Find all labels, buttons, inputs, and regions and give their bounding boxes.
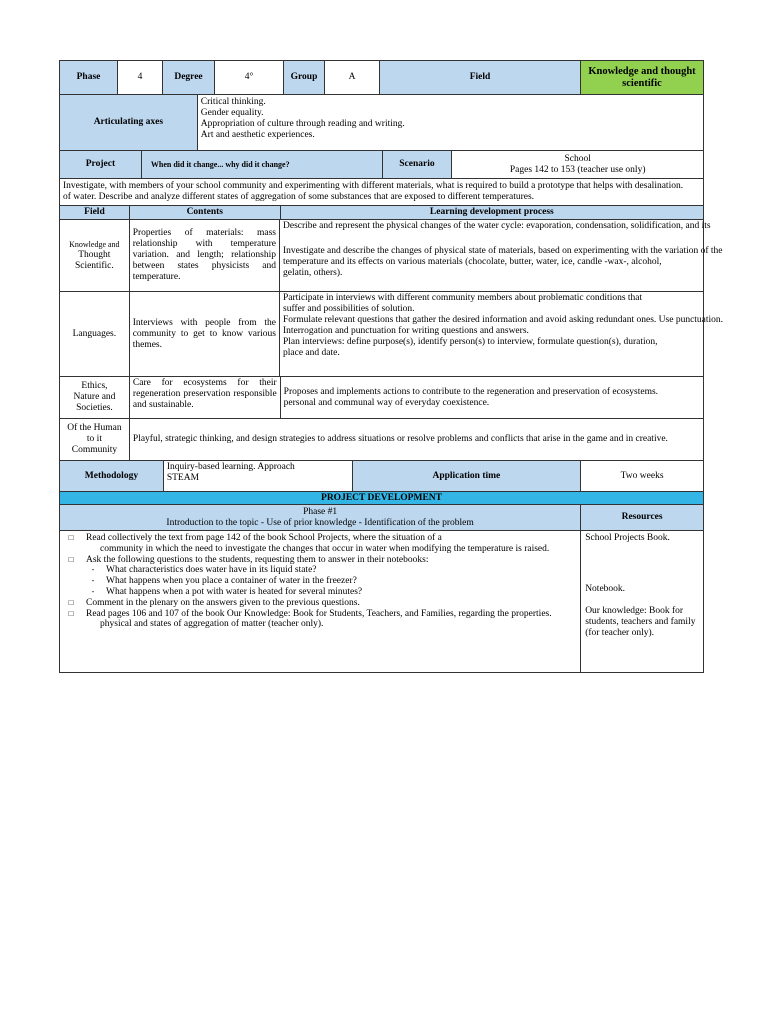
content-cell: Care for ecosystems for their regeneration preservation responsible and sustainable. — [130, 377, 281, 419]
project-development-banner-row — [59, 492, 704, 505]
process-line: personal and communal way of everyday coexistence. — [283, 397, 490, 408]
planning-sheet — [59, 60, 724, 673]
process-cell — [280, 292, 724, 377]
process-line: Participate in interviews with different community members about problematic conditions that — [283, 293, 643, 303]
process-line: temperature and its effects on various materials (chocolate, butter, water, ice, candle -wax-, alcohol, — [283, 257, 662, 267]
activity-item — [64, 565, 576, 576]
articulating-list — [198, 95, 704, 151]
degree-label: Degree — [163, 60, 215, 95]
description-line1: Investigate, with members of your school community and experimenting with different materials, what is required to build a prototype that helps with desalination. — [63, 181, 684, 191]
dash-bullet-icon: - — [91, 586, 95, 596]
content-cell: Properties of materials: mass relationship with temperature variation. and length; relationship between states physicists and temperature. — [130, 220, 280, 292]
header-row — [59, 60, 704, 95]
articulating-item: Appropriation of culture through reading and writing. — [200, 119, 405, 129]
phase-title-cell — [60, 505, 581, 531]
activity-item — [64, 609, 576, 620]
scenario-line2: Pages 142 to 153 (teacher use only) — [509, 164, 646, 175]
activity-item — [64, 587, 576, 598]
resources-cell — [581, 531, 704, 673]
activity-item — [64, 598, 576, 609]
group-value: A — [325, 60, 380, 95]
articulating-label: Articulating axes — [60, 95, 198, 151]
phase-value: 4 — [118, 60, 163, 95]
phase-subtitle: Introduction to the topic - Use of prior knowledge - Identification of the problem — [166, 517, 474, 528]
project-development-banner: PROJECT DEVELOPMENT — [60, 492, 704, 505]
field-cell — [60, 377, 130, 419]
table-row — [59, 377, 704, 419]
activity-text: physical and states of aggregation of matter (teacher only). — [100, 619, 324, 630]
project-label: Project — [60, 151, 142, 179]
activity-item — [64, 576, 576, 587]
process-line: Proposes and implements actions to contribute to the regeneration and preservation of ecosystems. — [283, 386, 659, 397]
dash-bullet-icon: - — [91, 565, 95, 575]
field-cell — [60, 419, 130, 461]
table-header-row — [59, 206, 704, 220]
checkbox-bullet-icon: □ — [68, 608, 74, 618]
process-line: gelatin, others). — [283, 268, 343, 278]
application-time-value: Two weeks — [581, 461, 704, 492]
activity-text: What happens when you place a container of water in the freezer? — [106, 576, 357, 587]
methodology-line1: Inquiry-based learning. Approach — [166, 462, 295, 472]
field-line: Nature and — [73, 392, 116, 402]
process-line: place and date. — [283, 348, 340, 358]
field-cell: Languages. — [60, 292, 130, 377]
scenario-line1: School — [564, 153, 591, 164]
table-row — [59, 292, 724, 377]
table-row — [59, 419, 704, 461]
activity-item — [64, 555, 576, 566]
checkbox-bullet-icon: □ — [68, 554, 74, 564]
process-line: Investigate and describe the changes of physical state of materials, based on experimenting with the variation of the — [283, 246, 723, 256]
field-line: Scientific. — [74, 261, 114, 271]
project-description — [60, 179, 704, 206]
field-cell — [60, 220, 130, 292]
articulating-item: Critical thinking. — [200, 97, 266, 107]
field-line: to it — [86, 434, 102, 444]
process-line: Describe and represent the physical changes of the water cycle: evaporation, condensation, solidification, and its — [283, 221, 711, 231]
methodology-line2: STEAM — [166, 473, 200, 483]
field-value-line2: scientific — [622, 77, 662, 89]
group-label: Group — [284, 60, 325, 95]
field-value — [581, 60, 704, 95]
articulating-row — [59, 95, 704, 151]
activity-text: Comment in the plenary on the answers given to the previous questions. — [86, 597, 360, 608]
activities-row — [59, 531, 704, 673]
resource-notebook: Notebook. — [585, 584, 626, 594]
field-line: Societies. — [76, 403, 113, 413]
phase-label: Phase — [60, 60, 118, 95]
dash-bullet-icon: - — [91, 576, 95, 586]
resource-knowledge-line2: students, teachers and family — [585, 617, 696, 627]
activity-item — [64, 619, 576, 630]
process-line: Plan interviews: define purpose(s), identify person(s) to interview, formulate question(s), duration, — [283, 337, 658, 347]
process-cell — [280, 220, 723, 292]
field-line: Of the Human — [67, 423, 122, 433]
content-cell: Playful, strategic thinking, and design strategies to address situations or resolve problems and conflicts that arise in the game and in creative. — [130, 419, 704, 461]
process-line: Interrogation and punctuation for writing questions and answers. — [283, 326, 529, 336]
project-title: When did it change... why did it change? — [142, 151, 383, 179]
activity-text: Read collectively the text from page 142 of the book School Projects, where the situation of a — [86, 533, 442, 543]
methodology-value — [164, 461, 353, 492]
scenario-label: Scenario — [383, 151, 453, 179]
phase-title: Phase #1 — [303, 506, 338, 517]
degree-value: 4° — [215, 60, 284, 95]
articulating-item: Art and aesthetic experiences. — [200, 130, 315, 140]
process-line: suffer and possibilities of solution. — [283, 304, 415, 314]
resources-label: Resources — [581, 505, 704, 531]
phase-header-row — [59, 505, 704, 531]
process-line: Formulate relevant questions that gather the desired information and avoid asking redundant ones. Use punctuation. — [283, 315, 724, 325]
field-line: Ethics, — [81, 381, 108, 391]
field-label: Field — [380, 60, 581, 95]
activity-text: Ask the following questions to the students, requesting them to answer in their notebooks: — [86, 554, 429, 565]
activity-text: What happens when a pot with water is heated for several minutes? — [106, 586, 363, 597]
content-cell: Interviews with people from the community to get to know various themes. — [130, 292, 280, 377]
checkbox-bullet-icon: □ — [68, 533, 74, 542]
activity-text: Read pages 106 and 107 of the book Our Knowledge: Book for Students, Teachers, and Families, regarding the properties. — [86, 608, 552, 619]
resource-knowledge-line3: (for teacher only). — [585, 628, 655, 638]
description-line2: of water. Describe and analyze different states of aggregation of some substances that are exposed to different temperatures. — [63, 192, 535, 202]
articulating-item: Gender equality. — [200, 108, 264, 118]
resource-book: School Projects Book. — [585, 533, 670, 543]
process-cell — [281, 377, 704, 419]
activities-list — [60, 531, 581, 673]
methodology-row — [59, 461, 704, 492]
field-line: Knowledge and — [69, 240, 120, 249]
resource-knowledge-line1: Our knowledge: Book for — [585, 606, 684, 616]
description-row — [59, 179, 704, 206]
application-time-label: Application time — [353, 461, 582, 492]
activity-text: What characteristics does water have in its liquid state? — [106, 565, 317, 576]
checkbox-bullet-icon: □ — [68, 597, 74, 607]
project-row — [59, 151, 704, 179]
activity-item — [64, 544, 576, 555]
methodology-label: Methodology — [60, 461, 164, 492]
col-contents-header: Contents — [130, 206, 281, 220]
activity-text: community in which the need to investigate the changes that occur in water when modifying the temperature is raised. — [100, 543, 550, 554]
scenario-value — [452, 151, 704, 179]
field-line: Community — [71, 445, 118, 455]
field-line: Thought — [78, 250, 111, 260]
activity-item — [64, 533, 576, 544]
col-field-header: Field — [60, 206, 130, 220]
col-process-header: Learning development process — [281, 206, 704, 220]
table-row — [59, 220, 723, 292]
field-value-line1: Knowledge and thought — [588, 65, 696, 77]
